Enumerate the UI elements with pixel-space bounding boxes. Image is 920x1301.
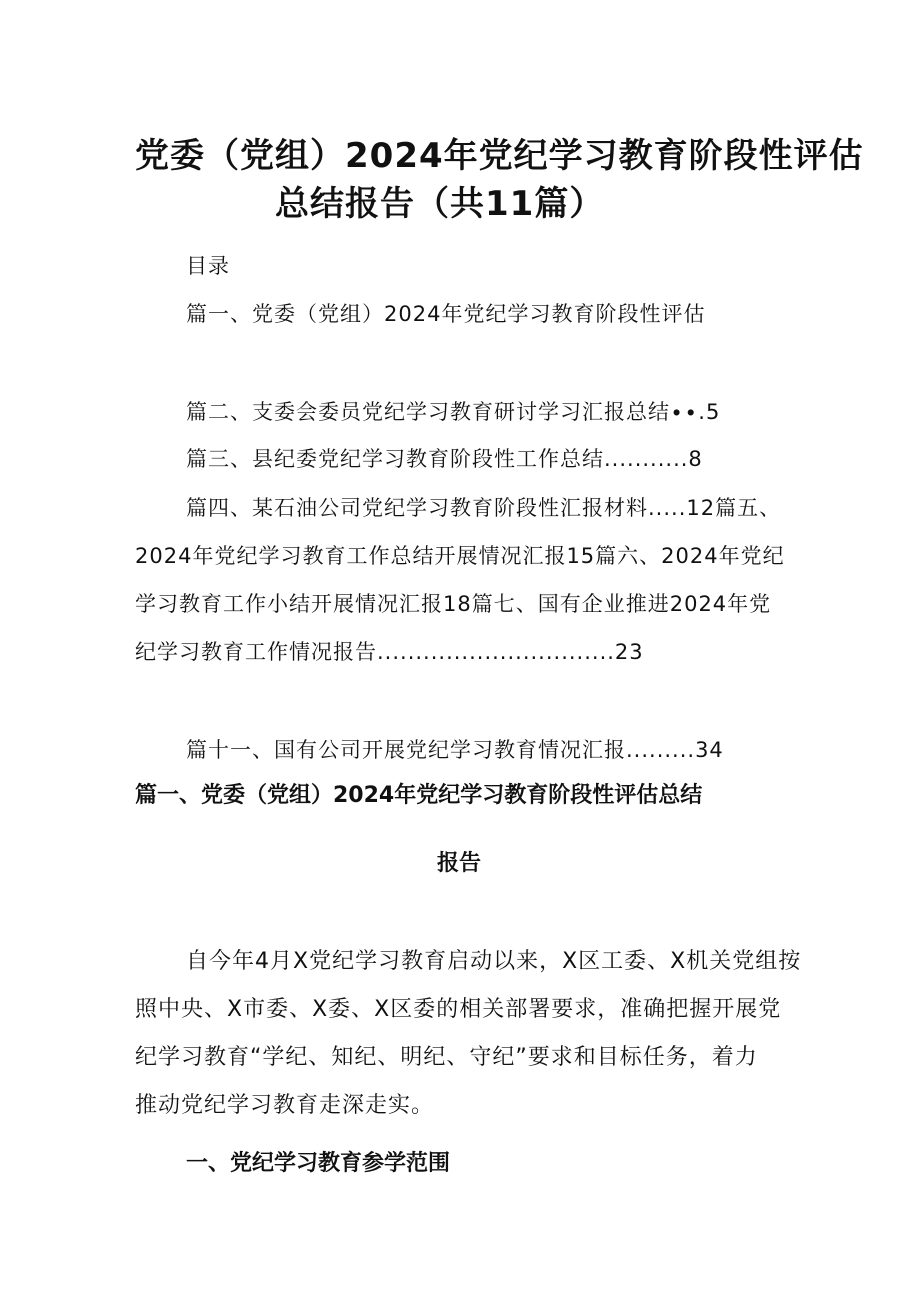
toc-line: 篇三、县纪委党纪学习教育阶段性工作总结...........8 — [186, 447, 703, 471]
section-title-line-1: 篇一、党委（党组）2024年党纪学习教育阶段性评估总结 — [135, 783, 703, 808]
subheading: 一、党纪学习教育参学范围 — [186, 1151, 451, 1176]
toc-line: 篇二、支委会委员党纪学习教育研讨学习汇报总结∙∙.5 — [186, 400, 721, 424]
toc-line: 纪学习教育工作情况报告...............................23 — [135, 640, 644, 664]
paragraph-line: 自今年4月X党纪学习教育启动以来，X区工委、X机关党组按 — [186, 949, 802, 974]
document-title-line-2: 总结报告（共11篇） — [275, 184, 605, 224]
document-title-line-1: 党委（党组）2024年党纪学习教育阶段性评估 — [135, 136, 864, 176]
toc-line: 篇一、党委（党组）2024年党纪学习教育阶段性评估 — [186, 302, 706, 326]
toc-line: 篇四、某石油公司党纪学习教育阶段性汇报材料.....12篇五、 — [186, 496, 782, 520]
paragraph-line: 推动党纪学习教育走深走实。 — [135, 1093, 435, 1118]
section-title-line-2: 报告 — [437, 851, 482, 876]
toc-line: 2024年党纪学习教育工作总结开展情况汇报15篇六、2024年党纪 — [135, 544, 785, 568]
paragraph-line: 照中央、X市委、X委、X区委的相关部署要求，准确把握开展党 — [135, 997, 782, 1022]
paragraph-line: 纪学习教育“学纪、知纪、明纪、守纪”要求和目标任务，着力 — [135, 1045, 758, 1070]
toc-line: 学习教育工作小结开展情况汇报18篇七、国有企业推进2024年党 — [135, 592, 772, 616]
toc-heading: 目录 — [186, 254, 230, 278]
toc-line: 篇十一、国有公司开展党纪学习教育情况汇报.........34 — [186, 738, 724, 762]
